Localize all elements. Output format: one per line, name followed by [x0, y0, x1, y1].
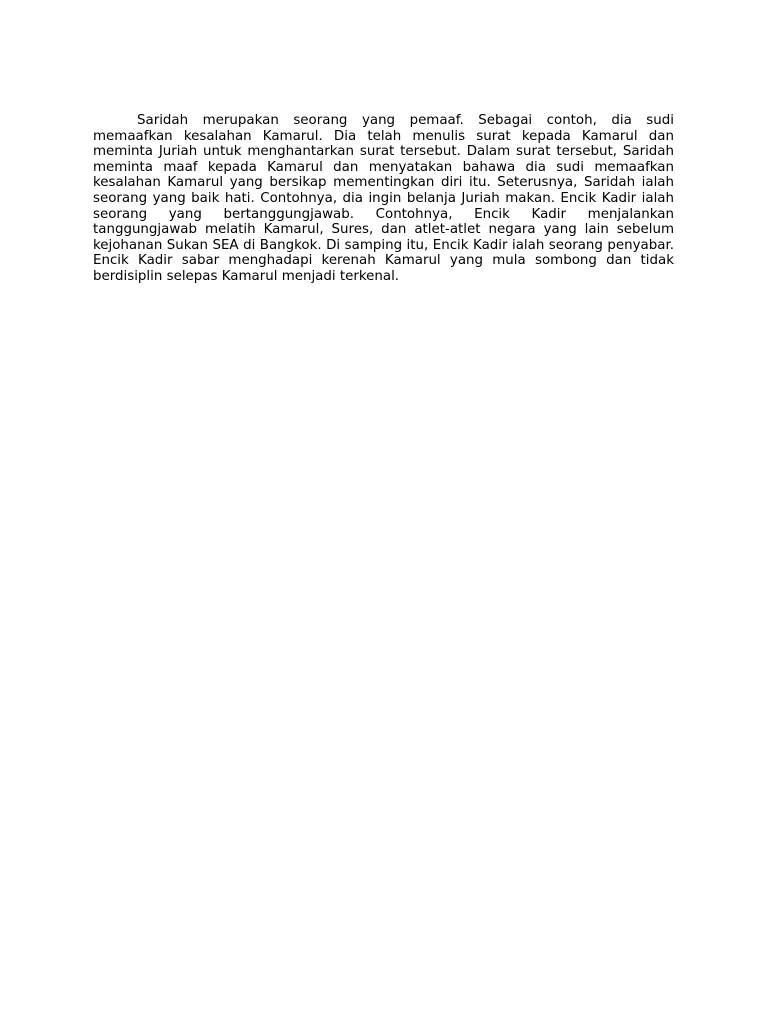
body-paragraph: Saridah merupakan seorang yang pemaaf. Sebagai contoh, dia sudi memaafkan kesalahan Kamarul. Dia telah menulis surat kepada Kamarul dan meminta Juriah untuk menghantarkan surat tersebut. Dalam surat tersebut, Saridah meminta maaf kepada Kamarul dan menyatakan bahawa dia sudi memaafkan kesalahan Kamarul yang bersikap mementingkan diri itu. Seterusnya, Saridah ialah seorang yang baik hati. Contohnya, dia ingin belanja Juriah makan. Encik Kadir ialah seorang yang bertanggungjawab. Contohnya, Encik Kadir menjalankan tanggungjawab melatih Kamarul, Sures, dan atlet-atlet negara yang lain sebelum kejohanan Sukan SEA di Bangkok. Di samping itu, Encik Kadir ialah seorang penyabar. Encik Kadir sabar menghadapi kerenah Kamarul yang mula sombong dan tidak berdisiplin selepas Kamarul menjadi terkenal. — [93, 113, 674, 284]
